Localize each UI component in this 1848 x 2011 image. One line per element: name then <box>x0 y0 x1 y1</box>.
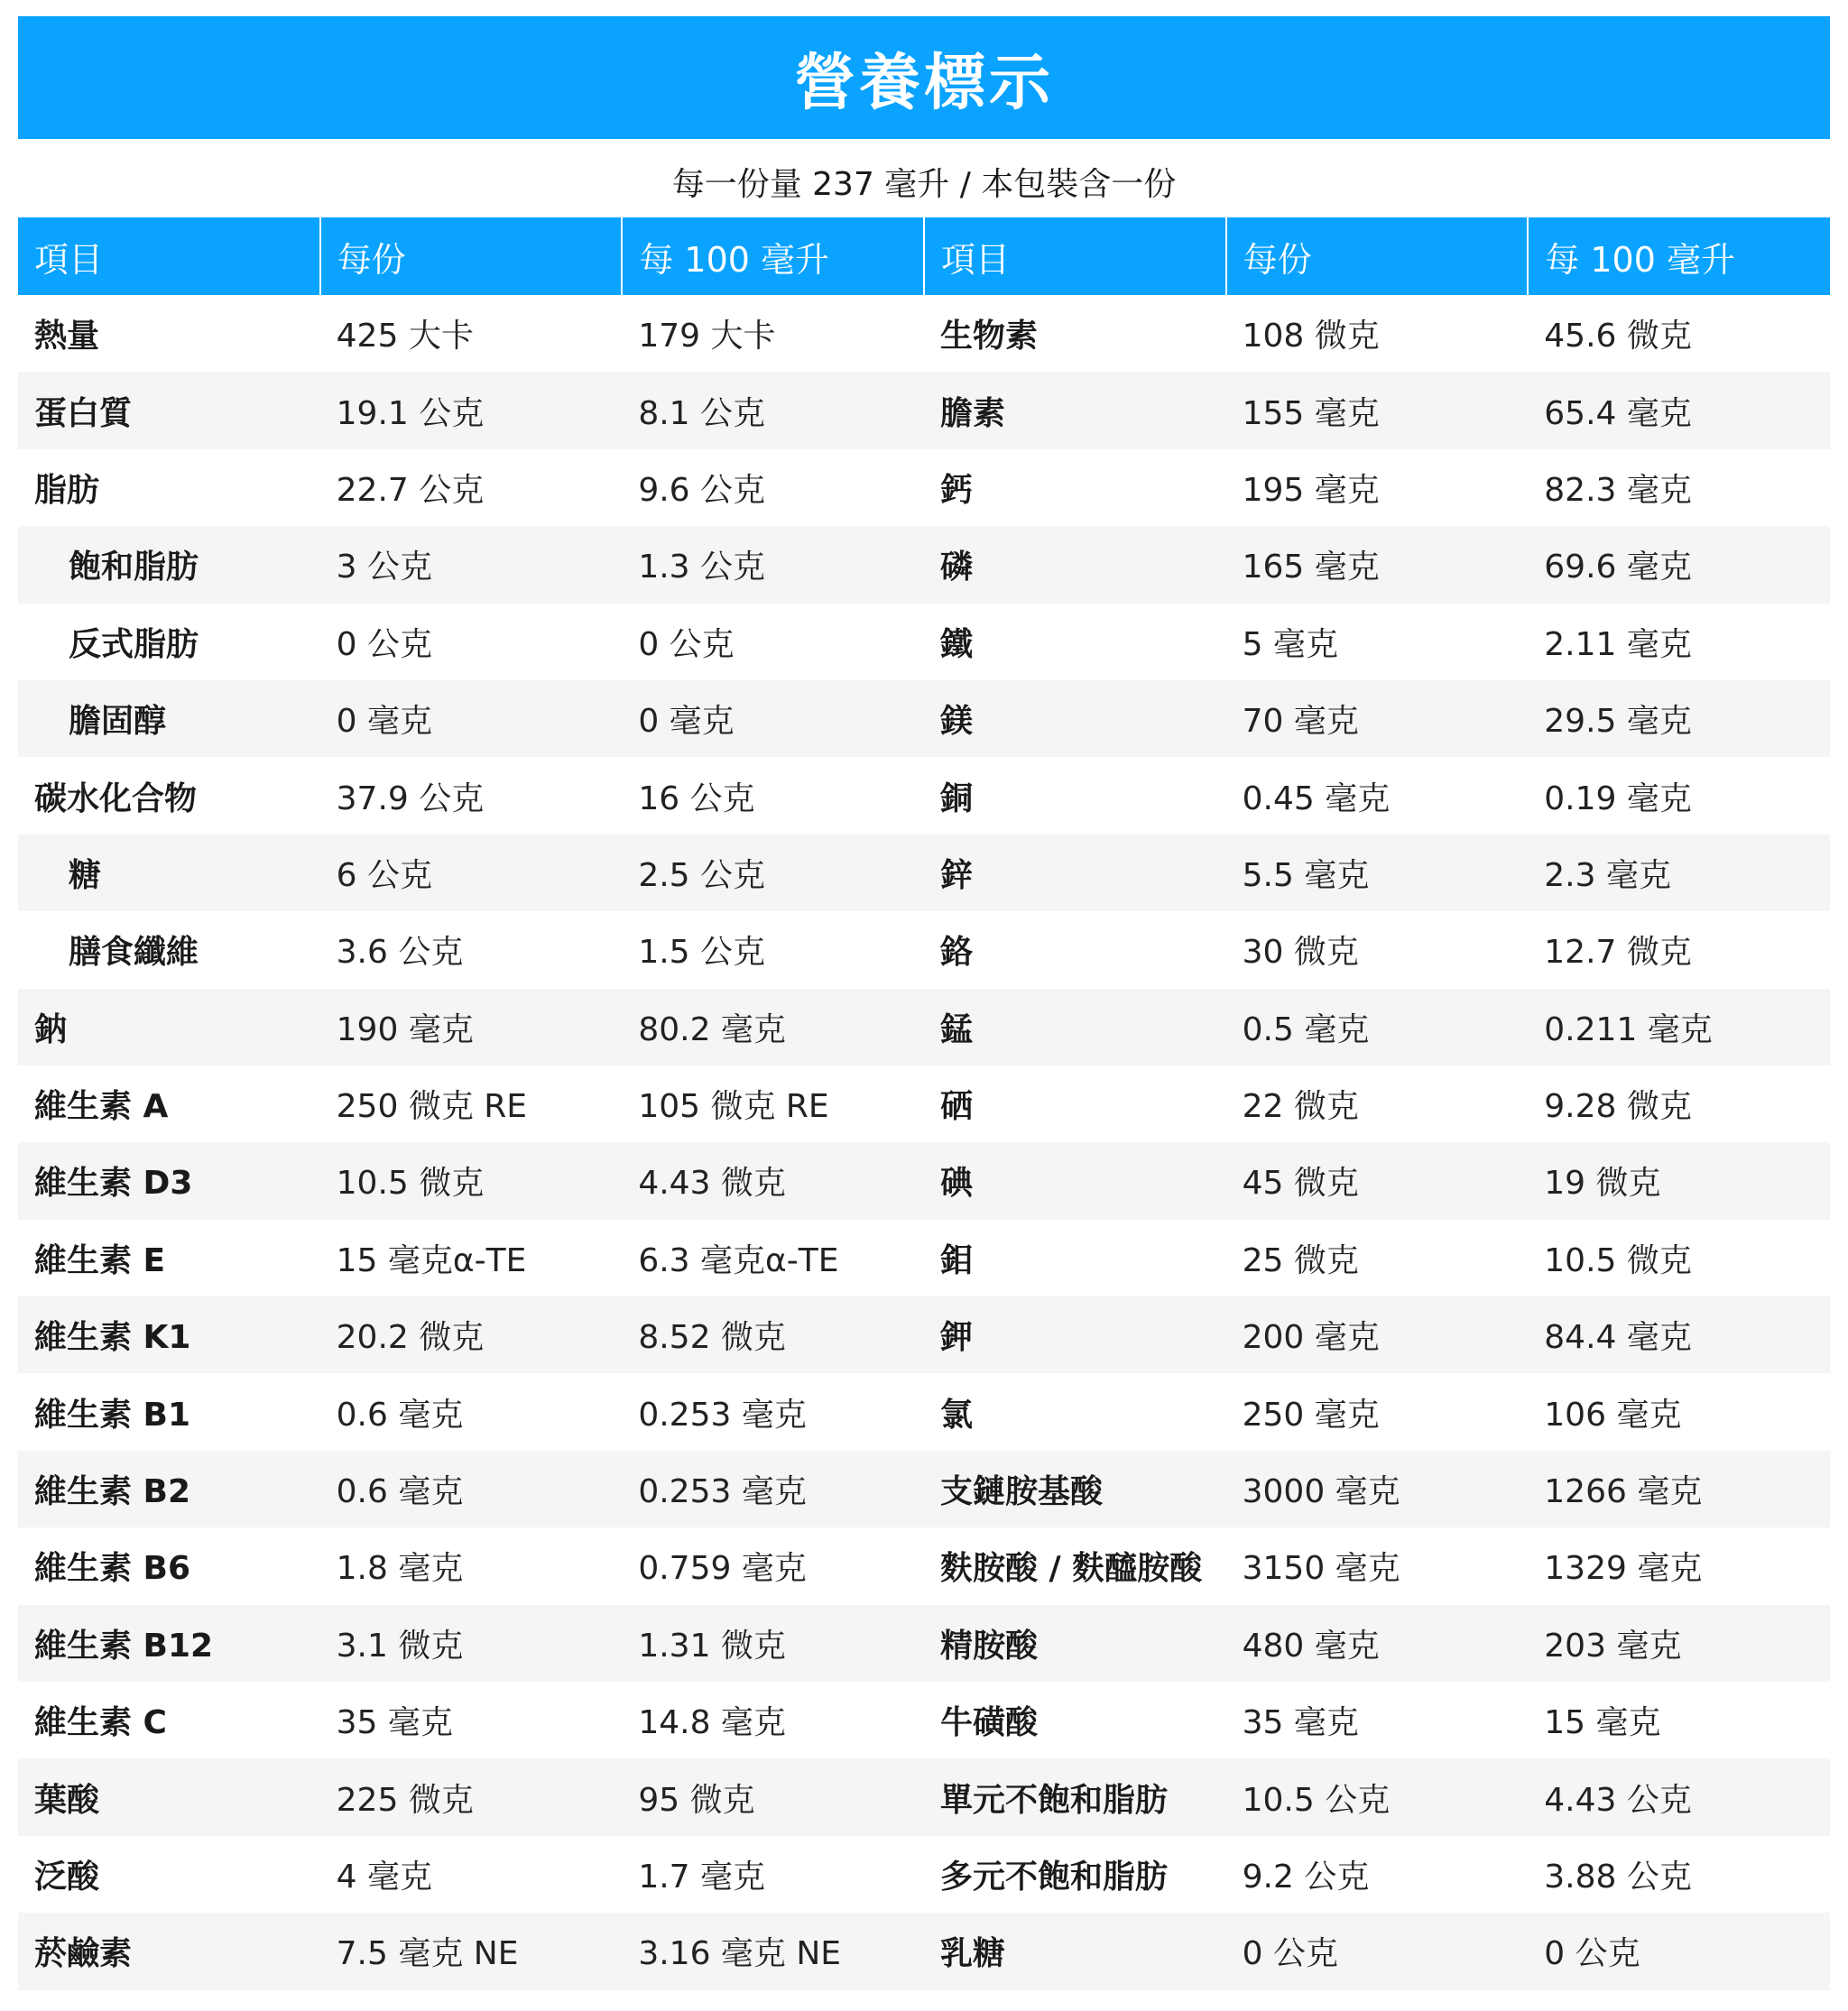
left-per-serving: 4 毫克 <box>336 1859 433 1896</box>
right-per-100ml: 9.28 微克 <box>1544 1088 1692 1126</box>
left-per-100ml: 0.253 毫克 <box>638 1396 807 1434</box>
left-item-name: 泛酸 <box>34 1859 100 1896</box>
left-item-name: 膽固醇 <box>18 680 320 757</box>
left-per-100ml: 1.7 毫克 <box>638 1859 766 1896</box>
right-item-name: 鋅 <box>924 835 1226 911</box>
right-item-name: 鉬 <box>939 1241 973 1279</box>
table-row <box>18 1065 1830 1142</box>
left-per-serving: 15 毫克α-TE <box>336 1241 527 1279</box>
table-row <box>18 1682 1830 1758</box>
left-per-serving: 6 公克 <box>320 835 623 911</box>
right-item-name: 錳 <box>924 989 1226 1065</box>
header-item-left: 項目 <box>18 217 320 295</box>
left-per-100ml: 179 大卡 <box>638 318 776 355</box>
left-item-name: 維生素 B6 <box>34 1550 191 1588</box>
left-per-100ml: 80.2 毫克 <box>622 989 924 1065</box>
left-item-name: 維生素 B1 <box>34 1396 191 1434</box>
right-per-serving: 70 毫克 <box>1226 680 1529 757</box>
left-per-100ml: 0 公克 <box>638 625 735 663</box>
right-item-name: 牛磺酸 <box>939 1704 1038 1742</box>
right-per-100ml: 82.3 毫克 <box>1544 471 1692 509</box>
right-item-name: 膽素 <box>924 372 1226 448</box>
left-per-100ml: 0.759 毫克 <box>638 1550 807 1588</box>
table-row <box>18 1373 1830 1450</box>
left-per-serving: 250 微克 RE <box>336 1088 528 1126</box>
right-per-100ml: 3.88 公克 <box>1544 1859 1692 1896</box>
left-per-serving: 10.5 微克 <box>320 1142 623 1219</box>
right-item-name: 鉀 <box>924 1296 1226 1373</box>
right-per-100ml: 0.211 毫克 <box>1528 989 1830 1065</box>
right-per-100ml: 15 毫克 <box>1544 1704 1661 1742</box>
right-per-serving: 250 毫克 <box>1242 1396 1380 1434</box>
right-per-100ml: 0 公克 <box>1528 1913 1830 1989</box>
right-per-serving: 480 毫克 <box>1226 1605 1529 1682</box>
left-item-name: 膳食纖維 <box>69 934 199 972</box>
right-per-serving: 10.5 公克 <box>1226 1758 1529 1835</box>
left-per-serving: 20.2 微克 <box>320 1296 623 1373</box>
left-per-100ml: 0 毫克 <box>622 680 924 757</box>
right-item-name: 鐵 <box>939 625 973 663</box>
right-item-name: 鎂 <box>924 680 1226 757</box>
right-item-name: 生物素 <box>939 318 1038 355</box>
table-row <box>18 526 1830 603</box>
left-per-100ml: 3.16 毫克 NE <box>622 1913 924 1989</box>
header-per-100ml-left: 每 100 毫升 <box>622 217 924 295</box>
right-per-serving: 9.2 公克 <box>1242 1859 1370 1896</box>
right-per-serving: 165 毫克 <box>1226 526 1529 603</box>
right-per-serving: 0.5 毫克 <box>1226 989 1529 1065</box>
left-item-name: 維生素 A <box>34 1088 169 1126</box>
left-per-100ml: 2.5 公克 <box>622 835 924 911</box>
right-item-name: 精胺酸 <box>924 1605 1226 1682</box>
right-per-100ml: 29.5 毫克 <box>1528 680 1830 757</box>
left-per-100ml: 8.52 微克 <box>622 1296 924 1373</box>
left-per-serving: 22.7 公克 <box>336 471 485 509</box>
left-per-serving: 1.8 毫克 <box>336 1550 464 1588</box>
right-per-serving: 0 公克 <box>1226 1913 1529 1989</box>
right-per-serving: 155 毫克 <box>1226 372 1529 448</box>
right-item-name: 支鏈胺基酸 <box>924 1451 1226 1527</box>
left-per-serving: 3 公克 <box>320 526 623 603</box>
table-row <box>18 1296 1830 1373</box>
left-item-name: 反式脂肪 <box>69 625 199 663</box>
table-row <box>18 1527 1830 1604</box>
table-row <box>18 1913 1830 1989</box>
right-item-name: 多元不飽和脂肪 <box>939 1859 1168 1896</box>
left-per-100ml: 1.31 微克 <box>622 1605 924 1682</box>
left-item-name: 脂肪 <box>34 471 100 509</box>
right-per-100ml: 10.5 微克 <box>1544 1241 1692 1279</box>
left-item-name: 蛋白質 <box>18 372 320 448</box>
left-item-name: 維生素 C <box>34 1704 167 1742</box>
right-per-serving: 45 微克 <box>1226 1142 1529 1219</box>
left-per-serving: 0 公克 <box>336 625 433 663</box>
table-row <box>18 372 1830 448</box>
right-per-serving: 195 毫克 <box>1242 471 1380 509</box>
nutrition-table <box>18 217 1830 1990</box>
left-per-100ml: 16 公克 <box>638 779 755 817</box>
left-per-serving: 37.9 公克 <box>336 779 485 817</box>
right-per-100ml: 45.6 微克 <box>1544 318 1692 355</box>
table-row <box>18 680 1830 757</box>
right-item-name: 氯 <box>939 1396 973 1434</box>
table-row <box>18 604 1830 680</box>
left-item-name: 熱量 <box>34 318 100 355</box>
left-item-name: 葉酸 <box>18 1758 320 1835</box>
right-per-serving: 25 微克 <box>1242 1241 1359 1279</box>
left-per-100ml: 1.5 公克 <box>638 934 766 972</box>
table-row <box>18 835 1830 911</box>
right-per-serving: 108 微克 <box>1242 318 1380 355</box>
table-row <box>18 1836 1830 1913</box>
right-item-name: 銅 <box>939 779 973 817</box>
right-per-serving: 22 微克 <box>1242 1088 1359 1126</box>
left-item-name: 糖 <box>18 835 320 911</box>
left-item-name: 維生素 B12 <box>18 1605 320 1682</box>
title-bar <box>18 16 1830 139</box>
left-per-serving: 0.6 毫克 <box>320 1451 623 1527</box>
left-item-name: 維生素 B2 <box>18 1451 320 1527</box>
right-per-100ml: 1266 毫克 <box>1528 1451 1830 1527</box>
right-per-serving: 3000 毫克 <box>1226 1451 1529 1527</box>
table-body <box>18 295 1830 1990</box>
right-per-100ml: 69.6 毫克 <box>1528 526 1830 603</box>
table-row <box>18 295 1830 372</box>
left-per-100ml: 6.3 毫克α-TE <box>638 1241 839 1279</box>
right-item-name: 乳糖 <box>924 1913 1226 1989</box>
right-per-100ml: 2.11 毫克 <box>1544 625 1692 663</box>
right-per-100ml: 0.19 毫克 <box>1544 779 1692 817</box>
label-title: 營養標示 <box>793 47 1054 119</box>
left-per-100ml: 95 微克 <box>622 1758 924 1835</box>
right-per-serving: 5.5 毫克 <box>1226 835 1529 911</box>
right-per-100ml: 1329 毫克 <box>1544 1550 1703 1588</box>
right-item-name: 磷 <box>924 526 1226 603</box>
right-per-serving: 5 毫克 <box>1242 625 1338 663</box>
left-per-serving: 3.1 微克 <box>320 1605 623 1682</box>
table-row <box>18 989 1830 1065</box>
header-per-serving-right: 每份 <box>1226 217 1529 295</box>
table-row <box>18 911 1830 988</box>
left-item-name: 維生素 D3 <box>18 1142 320 1219</box>
right-per-100ml: 65.4 毫克 <box>1528 372 1830 448</box>
right-per-100ml: 12.7 微克 <box>1544 934 1692 972</box>
right-item-name: 硒 <box>939 1088 973 1126</box>
table-row <box>18 757 1830 834</box>
header-per-serving-left: 每份 <box>320 217 623 295</box>
left-per-serving: 0 毫克 <box>320 680 623 757</box>
right-item-name: 鈣 <box>939 471 973 509</box>
left-per-serving: 19.1 公克 <box>320 372 623 448</box>
right-item-name: 單元不飽和脂肪 <box>924 1758 1226 1835</box>
right-item-name: 麩胺酸 / 麩醯胺酸 <box>939 1550 1203 1588</box>
left-per-serving: 7.5 毫克 NE <box>320 1913 623 1989</box>
left-per-100ml: 1.3 公克 <box>622 526 924 603</box>
left-per-100ml: 8.1 公克 <box>622 372 924 448</box>
left-per-100ml: 105 微克 RE <box>638 1088 829 1126</box>
table-row <box>18 1142 1830 1219</box>
left-item-name: 菸鹼素 <box>18 1913 320 1989</box>
table-row <box>18 1605 1830 1682</box>
left-per-100ml: 0.253 毫克 <box>622 1451 924 1527</box>
right-per-100ml: 106 毫克 <box>1544 1396 1682 1434</box>
left-per-serving: 35 毫克 <box>336 1704 453 1742</box>
header-per-100ml-right: 每 100 毫升 <box>1528 217 1830 295</box>
right-item-name: 碘 <box>924 1142 1226 1219</box>
left-per-serving: 225 微克 <box>320 1758 623 1835</box>
right-per-serving: 3150 毫克 <box>1242 1550 1400 1588</box>
left-item-name: 維生素 E <box>34 1241 166 1279</box>
left-item-name: 鈉 <box>18 989 320 1065</box>
table-row <box>18 449 1830 526</box>
left-item-name: 飽和脂肪 <box>18 526 320 603</box>
left-per-serving: 3.6 公克 <box>336 934 464 972</box>
right-per-serving: 200 毫克 <box>1226 1296 1529 1373</box>
table-row <box>18 1451 1830 1527</box>
right-per-serving: 30 微克 <box>1242 934 1359 972</box>
left-per-serving: 425 大卡 <box>336 318 474 355</box>
right-item-name: 鉻 <box>939 934 973 972</box>
left-per-serving: 190 毫克 <box>320 989 623 1065</box>
right-per-serving: 35 毫克 <box>1242 1704 1359 1742</box>
right-per-100ml: 84.4 毫克 <box>1528 1296 1830 1373</box>
left-item-name: 碳水化合物 <box>34 779 198 817</box>
left-item-name: 維生素 K1 <box>18 1296 320 1373</box>
serving-info: 每一份量 237 毫升 / 本包裝含一份 <box>671 165 1177 203</box>
right-per-100ml: 203 毫克 <box>1528 1605 1830 1682</box>
header-item-right: 項目 <box>924 217 1226 295</box>
left-per-100ml: 4.43 微克 <box>622 1142 924 1219</box>
table-row <box>18 1758 1830 1835</box>
right-per-100ml: 2.3 毫克 <box>1528 835 1830 911</box>
right-per-100ml: 19 微克 <box>1528 1142 1830 1219</box>
left-per-100ml: 9.6 公克 <box>638 471 766 509</box>
right-per-100ml: 4.43 公克 <box>1528 1758 1830 1835</box>
left-per-serving: 0.6 毫克 <box>336 1396 464 1434</box>
table-row <box>18 1220 1830 1296</box>
left-per-100ml: 14.8 毫克 <box>638 1704 786 1742</box>
table-header-row <box>18 217 1830 295</box>
right-per-serving: 0.45 毫克 <box>1242 779 1391 817</box>
